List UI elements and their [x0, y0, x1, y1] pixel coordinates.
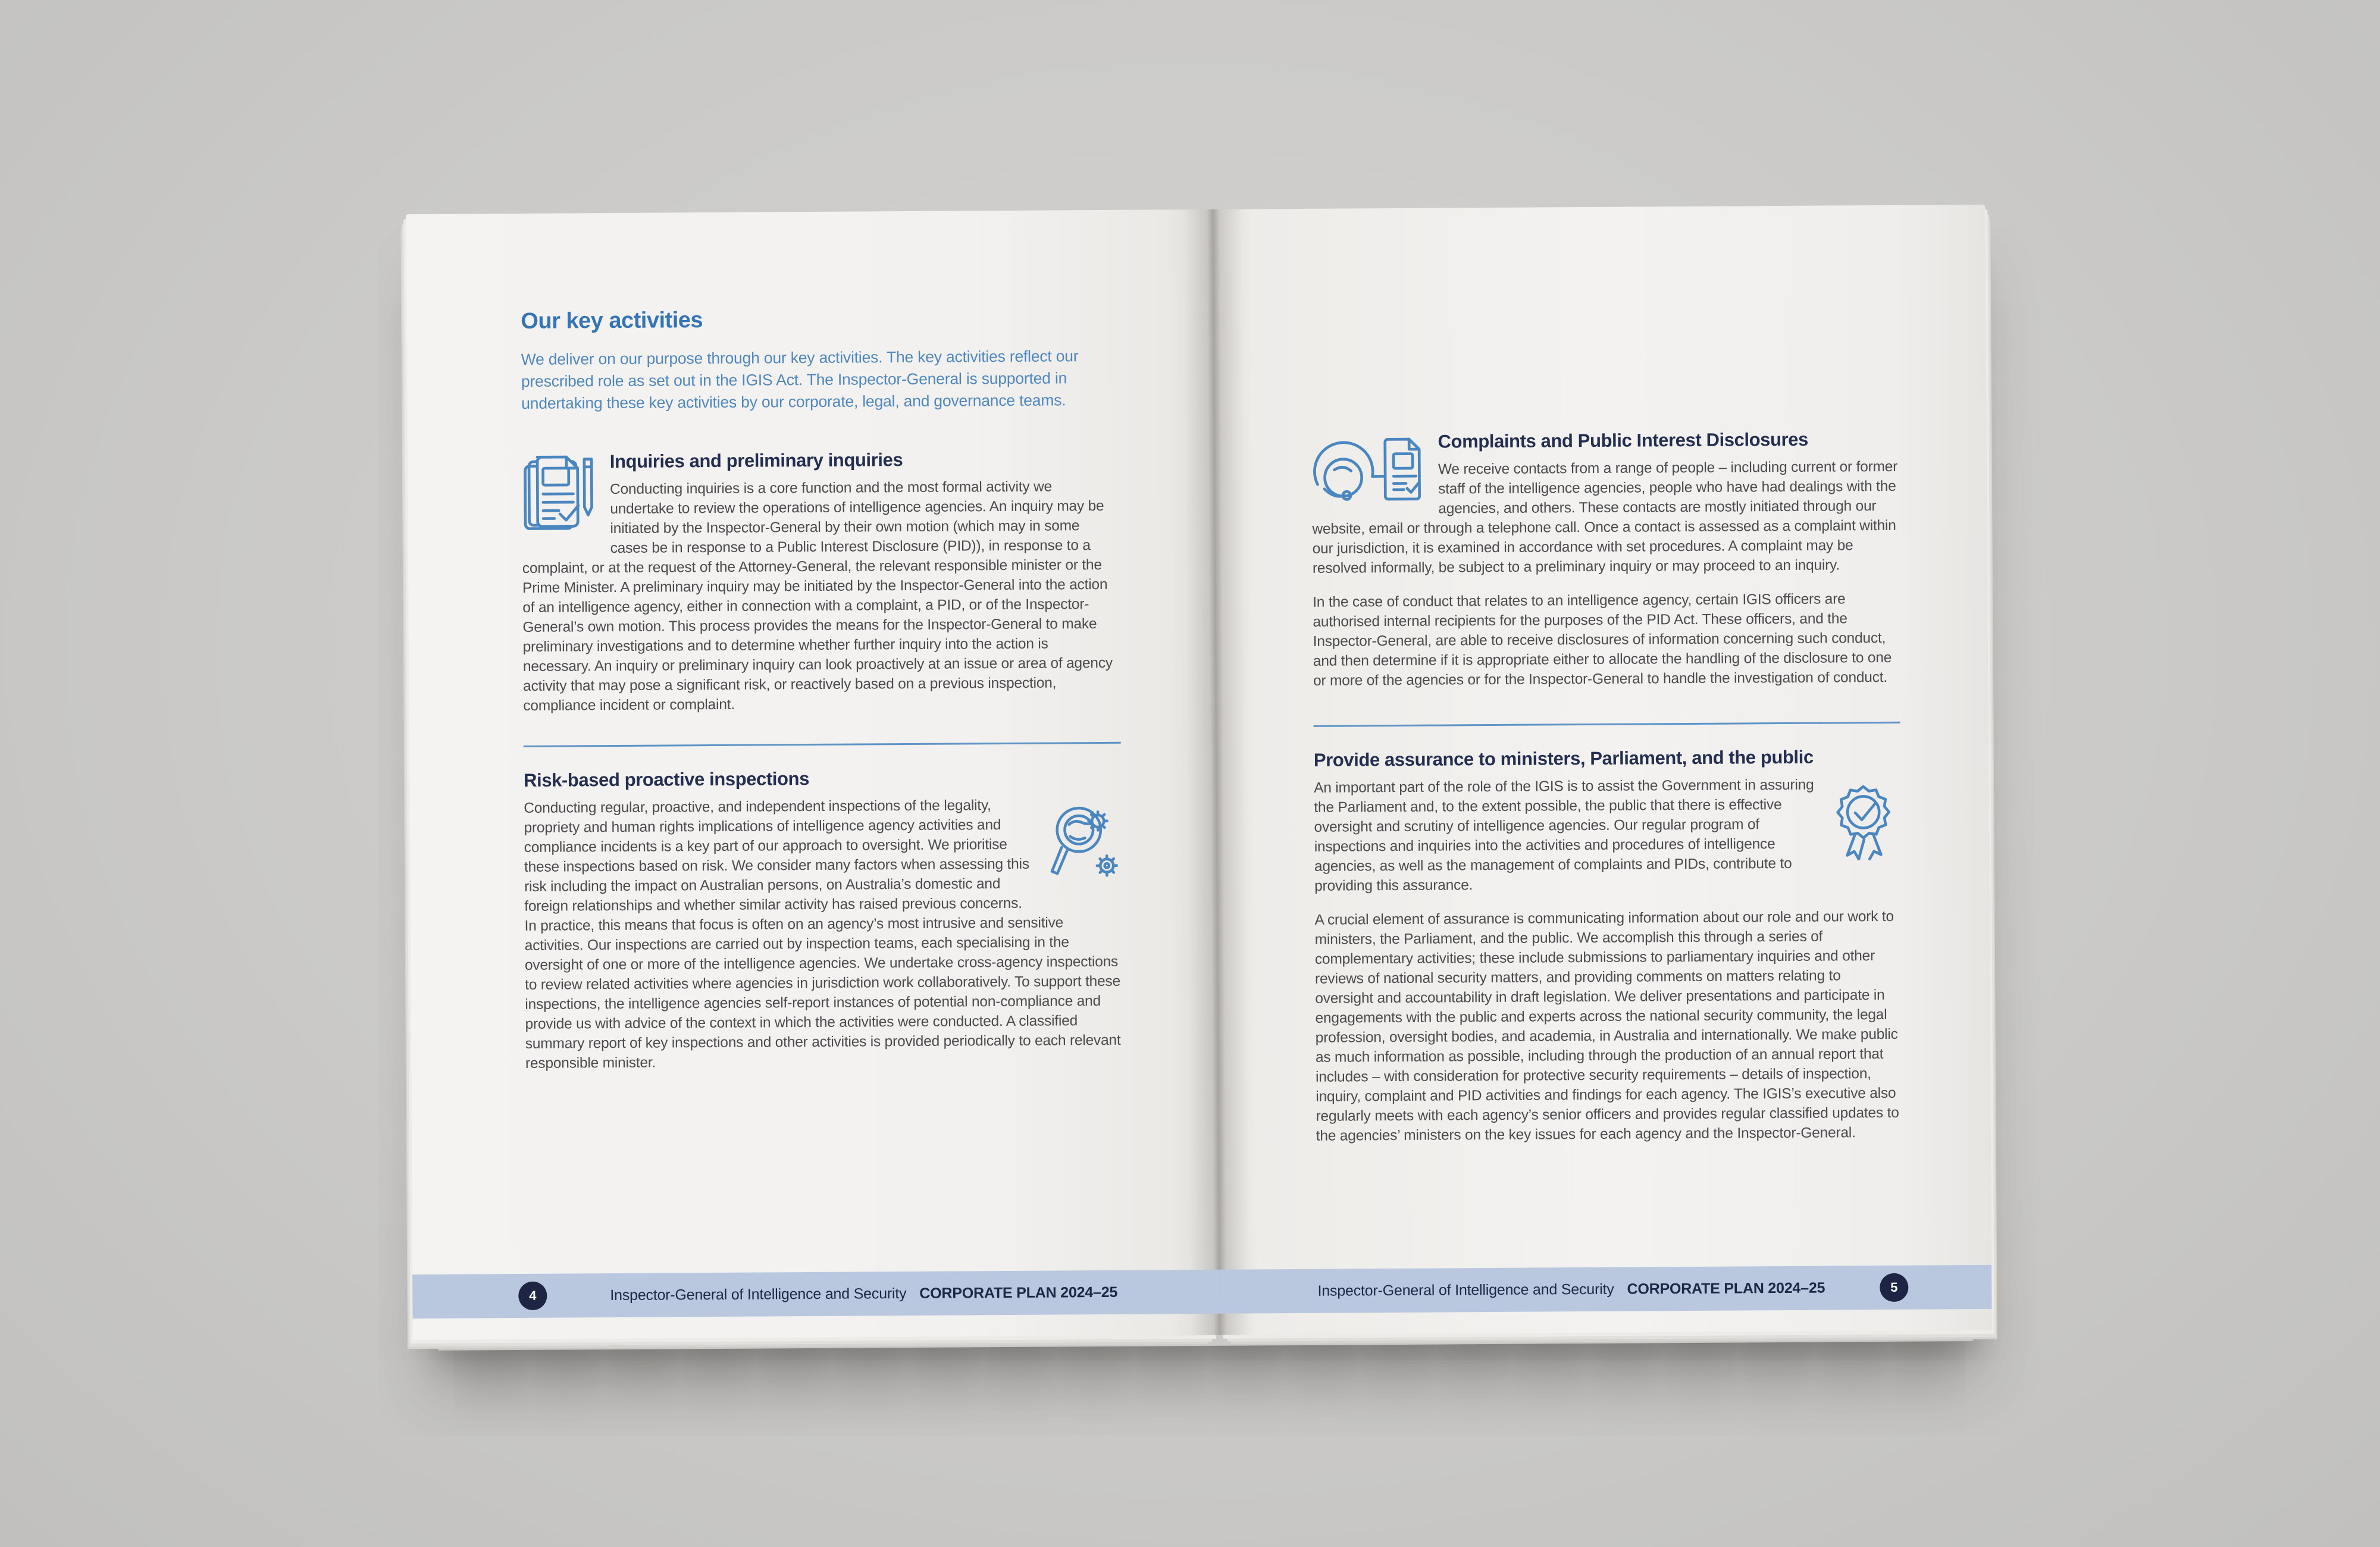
- magnifier-globe-gear-icon: [1045, 798, 1122, 887]
- section-paragraph: We receive contacts from a range of people – including current or former staff of the intelligence agencies, people who have had dealings with the agencies, and others. These contacts are mostly initiated through our website, email or through a telephone call. Once a contact is assessed as a complaint within our jurisdiction, it is examined in accordance with set procedures. A complaint may be resolved informally, be subject to a preliminary inquiry or may proceed to an inquiry.: [1312, 458, 1898, 577]
- footer-plan-title: CORPORATE PLAN 2024–25: [919, 1283, 1118, 1302]
- section-divider: [524, 742, 1121, 747]
- section-heading-assurance: Provide assurance to ministers, Parliament, and the public: [1313, 746, 1814, 771]
- section-paragraph: [1314, 775, 1901, 896]
- section-paragraph: Conducting inquiries is a core function and the most formal activity we undertake to review the operations of intelligence agencies. An inquiry may be initiated by the Inspector-General by their own motion (which may in some cases be in response to a Public Interest Disclosure (PID)), in response to a complaint, or at the request of the Attorney-General, the relevant responsible minister or the Prime Minister. A preliminary inquiry may be initiated by the Inspector-General into the action of an intelligence agency, either in connection with a complaint, a PID, or of the Inspector-General’s own motion. This process provides the means for the Inspector-General to make preliminary investigations and to determine whether further inquiry into the action is necessary. An inquiry or preliminary inquiry can look proactively at an issue or area of agency activity that may pose a significant risk, or reactively based on a previous inspection, compliance incident or complaint.: [522, 478, 1113, 714]
- section-heading-inquiries: Inquiries and preliminary inquiries: [609, 449, 903, 472]
- section-divider: [1314, 722, 1900, 727]
- section-complaints: [1312, 428, 1900, 705]
- section-heading-inspections: Risk-based proactive inspections: [523, 768, 810, 791]
- section-inquiries: [522, 448, 1121, 730]
- section-paragraph: [524, 795, 1123, 1073]
- documents-pencil-icon: [522, 452, 595, 536]
- footer-text: [1317, 1279, 1825, 1299]
- section-paragraph: A crucial element of assurance is communicating information about our role and our work to ministers, the Parliament, and the public. We accomplish this through a series of complementary activities; these include submissions to parliamentary inquiries and other reviews of national security matters, and providing comments on matters relating to oversight and accountability in draft legislation. We deliver presentations and participate in engagements with the public and experts across the national security community, the legal profession, oversight bodies, and academia, in Australia and internationally. We make public as much information as possible, including through the production of an annual report that includes – with consideration for protective security requirements – details of inspection, inquiry, complaint and PID activities and findings for each agency. The IGIS’s executive also regularly meets with each agency’s senior officers and provides regular classified updates to the agencies’ ministers on the key issues for each agency and the Inspector-General.: [1314, 908, 1899, 1144]
- intro-paragraph: We deliver on our purpose through our key activities. The key activities reflect our prescribed role as set out in the IGIS Act. The Inspector-General is supported in undertaking these key activities by our corporate, legal, and governance teams.: [521, 347, 1079, 412]
- page-number-badge: 5: [1880, 1273, 1908, 1302]
- section-inspections: [524, 766, 1123, 1088]
- section-paragraph: In the case of conduct that relates to an intelligence agency, certain IGIS officers are authorised internal recipients for the purposes of the PID Act. These officers, and the Inspector-General, are able to receive disclosures of information concerning such conduct, and then determine if it is appropriate either to allocate the handling of the disclosure to one or more of the agencies or for the Inspector-General to handle the investigation of conduct.: [1313, 591, 1892, 689]
- page-number-badge: 4: [518, 1282, 547, 1310]
- open-booklet: [406, 205, 1992, 1340]
- footer-bar-left: [412, 1270, 1219, 1319]
- page-right: [1213, 205, 1992, 1335]
- section-paragraph-text: Conducting regular, proactive, and independent inspections of the legality, propriety and human rights implications of intelligence agency activities and compliance incidents is a key part of our approach to oversight. We prioritise these inspections based on risk. We consider many factors when assessing this risk including the impact on Australian persons, on Australia’s domestic and foreign relationships and whether similar activity has raised previous concerns. In practice, this means that focus is often on an agency’s most intrusive and sensitive activities. Our inspections are carried out by inspection teams, each specialising in the oversight of one or more of the intelligence agencies. We undertake cross-agency inspections to review related activities where agencies in jurisdiction work collaboratively. To support these inspections, the intelligence agencies self-report instances of potential non-compliance and provide us with advice of the context in which the activities were conducted. A classified summary report of key inspections and other activities is provided periodically to each relevant responsible minister.: [524, 797, 1121, 1072]
- section-paragraph-text: An important part of the role of the IGIS is to assist the Government in assuring the Parliament and, to the extent possible, the public that there is effective oversight and scrutiny of intelligence agencies. Our regular program of inspections and inquiries into the activities and procedures of intelligence agencies, as well as the management of complaints and PIDs, contribute to providing this assurance.: [1314, 776, 1814, 894]
- section-assurance: [1314, 746, 1903, 1160]
- page-left-content: [406, 209, 1218, 1088]
- footer-org-name: Inspector-General of Intelligence and Security: [610, 1285, 907, 1304]
- footer-text: [610, 1283, 1117, 1304]
- footer-org-name: Inspector-General of Intelligence and Security: [1317, 1280, 1614, 1299]
- award-badge-check-icon: [1829, 778, 1901, 863]
- footer-bar-right: [1219, 1265, 1991, 1314]
- page-title: Our key activities: [521, 308, 703, 334]
- section-heading-complaints: Complaints and Public Interest Disclosures: [1438, 428, 1809, 452]
- footer-plan-title: CORPORATE PLAN 2024–25: [1627, 1279, 1825, 1298]
- page-left: [406, 209, 1220, 1340]
- page-right-content: [1213, 205, 1991, 1161]
- headset-document-icon: [1312, 433, 1424, 509]
